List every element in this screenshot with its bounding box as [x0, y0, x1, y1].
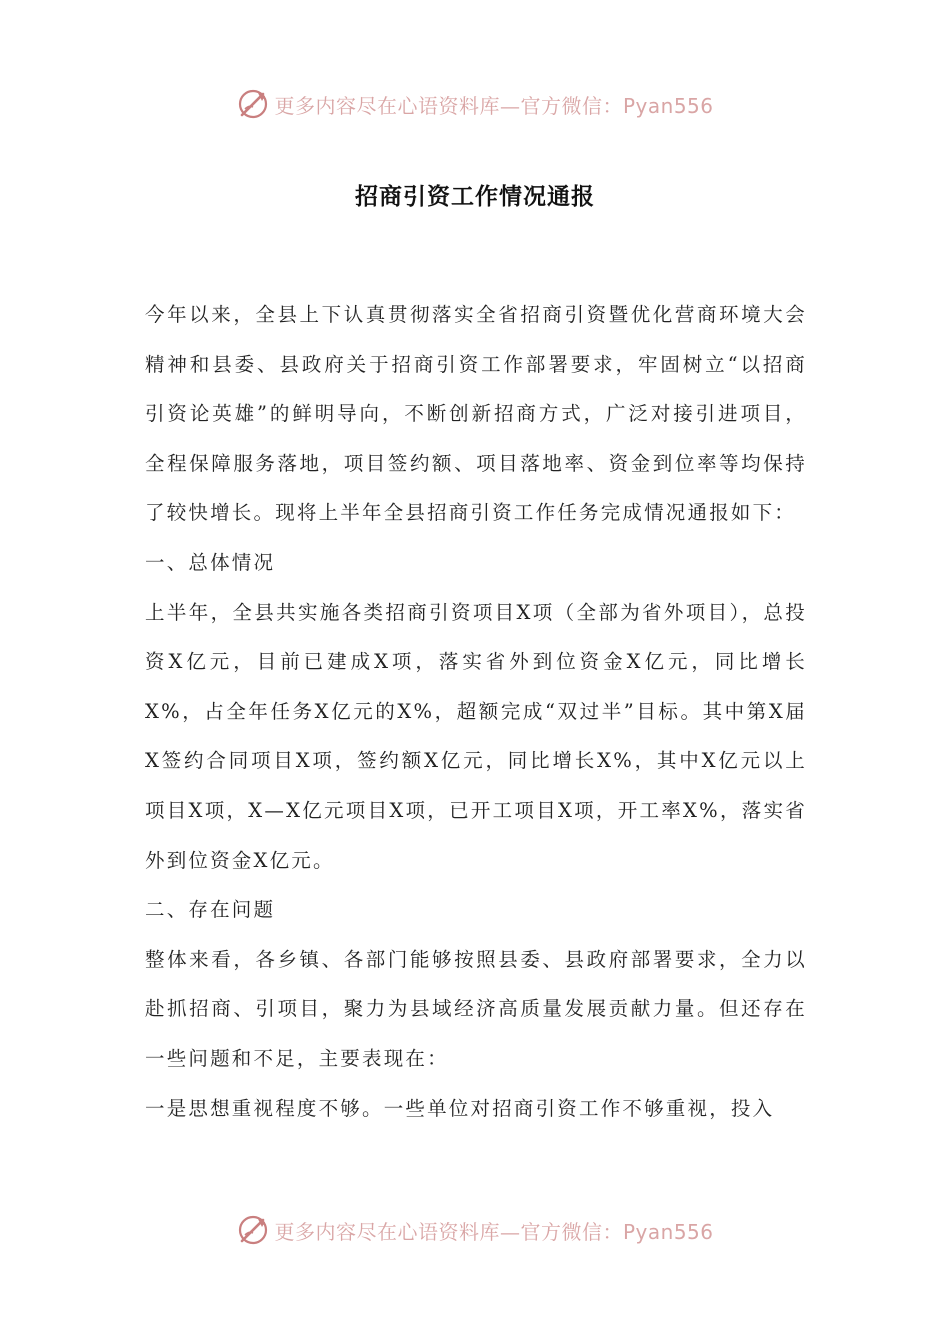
banner-text: 更多内容尽在心语资料库—官方微信：Pyan556	[274, 1219, 714, 1244]
document-body	[145, 290, 807, 1133]
overview-paragraph: 上半年，全县共实施各类招商引资项目X项（全部为省外项目），总投资X亿元，目前已建成X项，落实省外到位资金X亿元，同比增长X%，占全年任务X亿元的X%，超额完成“双过半”目标。其中第X届X签约合同项目X项，签约额X亿元，同比增长X%，其中X亿元以上项目X项，X—X亿元项目X项，已开工项目X项，开工率X%，落实省外到位资金X亿元。	[145, 600, 807, 872]
problems-paragraph: 整体来看，各乡镇、各部门能够按照县委、县政府部署要求，全力以赴抓招商、引项目，聚力为县域经济高质量发展贡献力量。但还存在一些问题和不足，主要表现在：	[145, 947, 807, 1070]
wechat-id: Pyan556	[622, 93, 714, 118]
wechat-id: Pyan556	[622, 1219, 714, 1244]
section-heading-problems: 二、存在问题	[145, 898, 276, 922]
footer-banner	[0, 1210, 950, 1250]
document-title: 招商引资工作情况通报	[355, 183, 595, 210]
intro-paragraph: 今年以来，全县上下认真贯彻落实全省招商引资暨优化营商环境大会精神和县委、县政府关于招商引资工作部署要求，牢固树立“以招商引资论英雄”的鲜明导向，不断创新招商方式，广泛对接引进项目，全程保障服务落地，项目签约额、项目落地率、资金到位率等均保持了较快增长。现将上半年全县招商引资工作任务完成情况通报如下：	[145, 303, 807, 525]
pen-logo-icon	[236, 1213, 270, 1247]
header-banner	[0, 84, 950, 124]
section-heading-overview: 一、总体情况	[145, 550, 276, 574]
problem-item-1: 一是思想重视程度不够。一些单位对招商引资工作不够重视，投入	[145, 1096, 775, 1120]
banner-text: 更多内容尽在心语资料库—官方微信：Pyan556	[274, 93, 714, 118]
pen-logo-icon	[236, 87, 270, 121]
